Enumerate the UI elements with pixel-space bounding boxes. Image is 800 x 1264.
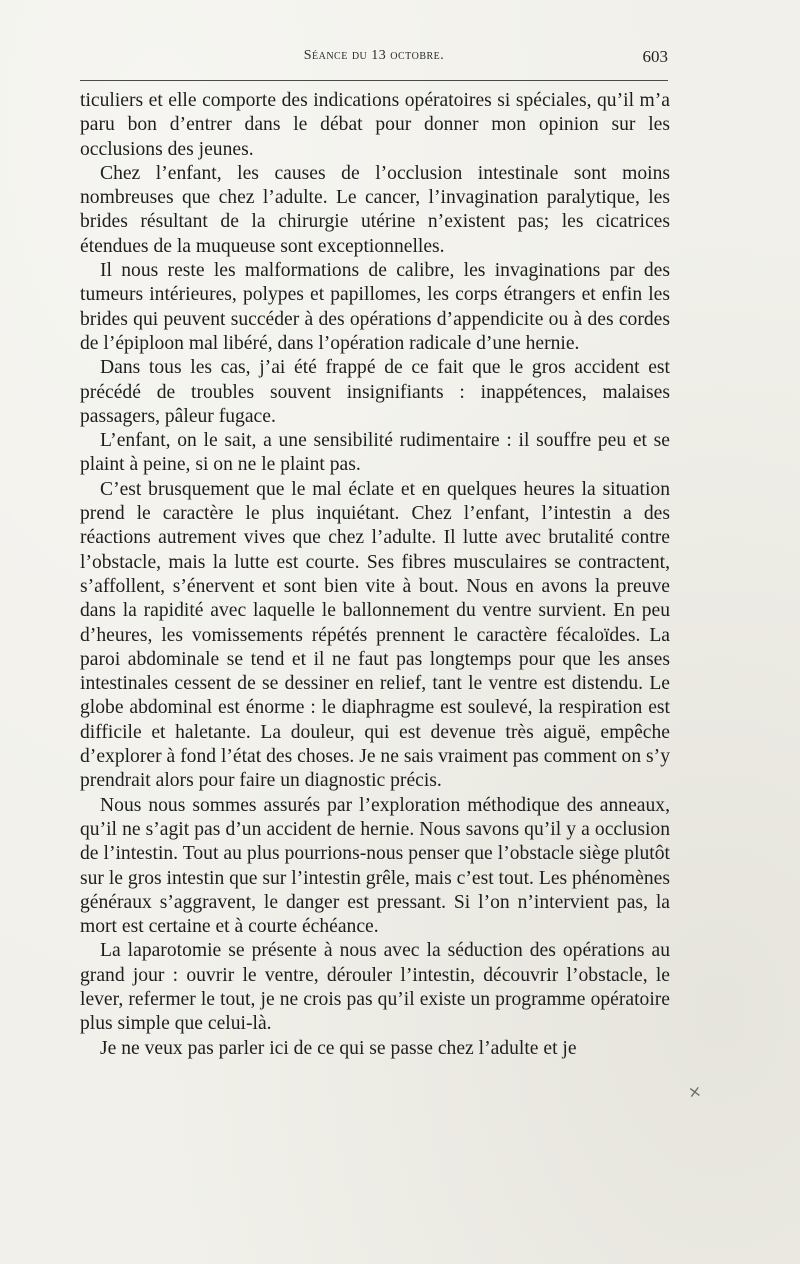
paragraph-5: L’enfant, on le sait, a une sensibilité rudimentaire : il souffre peu et se plaint à peine, si on ne le plaint pas. (80, 430, 670, 476)
running-head-prefix: Séance du (303, 48, 368, 63)
paragraph-7: Nous nous sommes assurés par l’exploration méthodique des anneaux, qu’il ne s’agit pas d’un accident de hernie. Nous savons qu’il y a occlusion de l’intestin. Tout au plus pourrions-nous penser que l’obstacle siège plutôt sur le gros intestin que sur l’intestin grêle, mais c’est tout. Les phénomènes généraux s’aggravent, le danger est pressant. Si l’on n’intervient pas, la mort est certaine et à courte échéance. (80, 794, 670, 938)
margin-cross-mark: × (686, 1081, 703, 1102)
paragraph-1: ticuliers et elle comporte des indications opératoires si spéciales, qu’il m’a paru bon d’entrer dans le débat pour donner mon opinion sur les occlusions des jeunes. (80, 90, 670, 160)
body-text (80, 89, 670, 1061)
page-header (80, 48, 668, 70)
running-head-number: 13 (371, 48, 387, 63)
page-number: 603 (642, 47, 668, 66)
paragraph-6: C’est brusquement que le mal éclate et en quelques heures la situation prend le caractère le plus inquiétant. Chez l’enfant, l’intestin a des réactions autrement vives que chez l’adulte. Il lutte avec brutalité contre l’obstacle, mais la lutte est courte. Ses fibres musculaires se contractent, s’affollent, s’énervent et sont bien vite à bout. Nous en avons la preuve dans la rapidité avec laquelle le ballonnement du ventre survient. En peu d’heures, les vomissements répétés prennent le caractère fécaloïdes. La paroi abdominale se tend et il ne faut pas longtemps pour que les anses intestinales cessent de se dessiner en relief, tant le ventre est distendu. Le globe abdominal est énorme : le diaphragme est soulevé, la respiration est difficile et haletante. La douleur, qui est devenue très aiguë, empêche d’explorer à fond l’état des choses. Je ne sais vraiment pas comment on s’y prendrait alors pour faire un diagnostic précis. (80, 478, 670, 792)
paragraph-3: Il nous reste les malformations de calibre, les invaginations par des tumeurs intérieures, polypes et papillomes, les corps étrangers et enfin les brides qui peuvent succéder à des opérations d’appendicite ou à des cordes de l’épiploon mal libéré, dans l’opération radicale d’une hernie. (80, 260, 670, 354)
running-head (80, 48, 668, 64)
running-head-suffix: octobre. (390, 48, 445, 63)
paragraph-9: Je ne veux pas parler ici de ce qui se passe chez l’adulte et je (100, 1037, 577, 1059)
header-rule (80, 80, 668, 81)
paragraph-8: La laparotomie se présente à nous avec la séduction des opérations au grand jour : ouvrir le ventre, dérouler l’intestin, découvrir l’obstacle, le lever, refermer le tout, je ne crois pas qu’il existe un programme opératoire plus simple que celui-là. (80, 940, 670, 1035)
paragraph-4: Dans tous les cas, j’ai été frappé de ce fait que le gros accident est précédé de troubles souvent insignifiants : inappétences, malaises passagers, pâleur fugace. (80, 357, 670, 427)
paragraph-2: Chez l’enfant, les causes de l’occlusion intestinale sont moins nombreuses que chez l’adulte. Le cancer, l’invagination paralytique, les brides résultant de la chirurgie utérine n’existent pas; les cicatrices étendues de la muqueuse sont exceptionnelles. (80, 162, 670, 257)
